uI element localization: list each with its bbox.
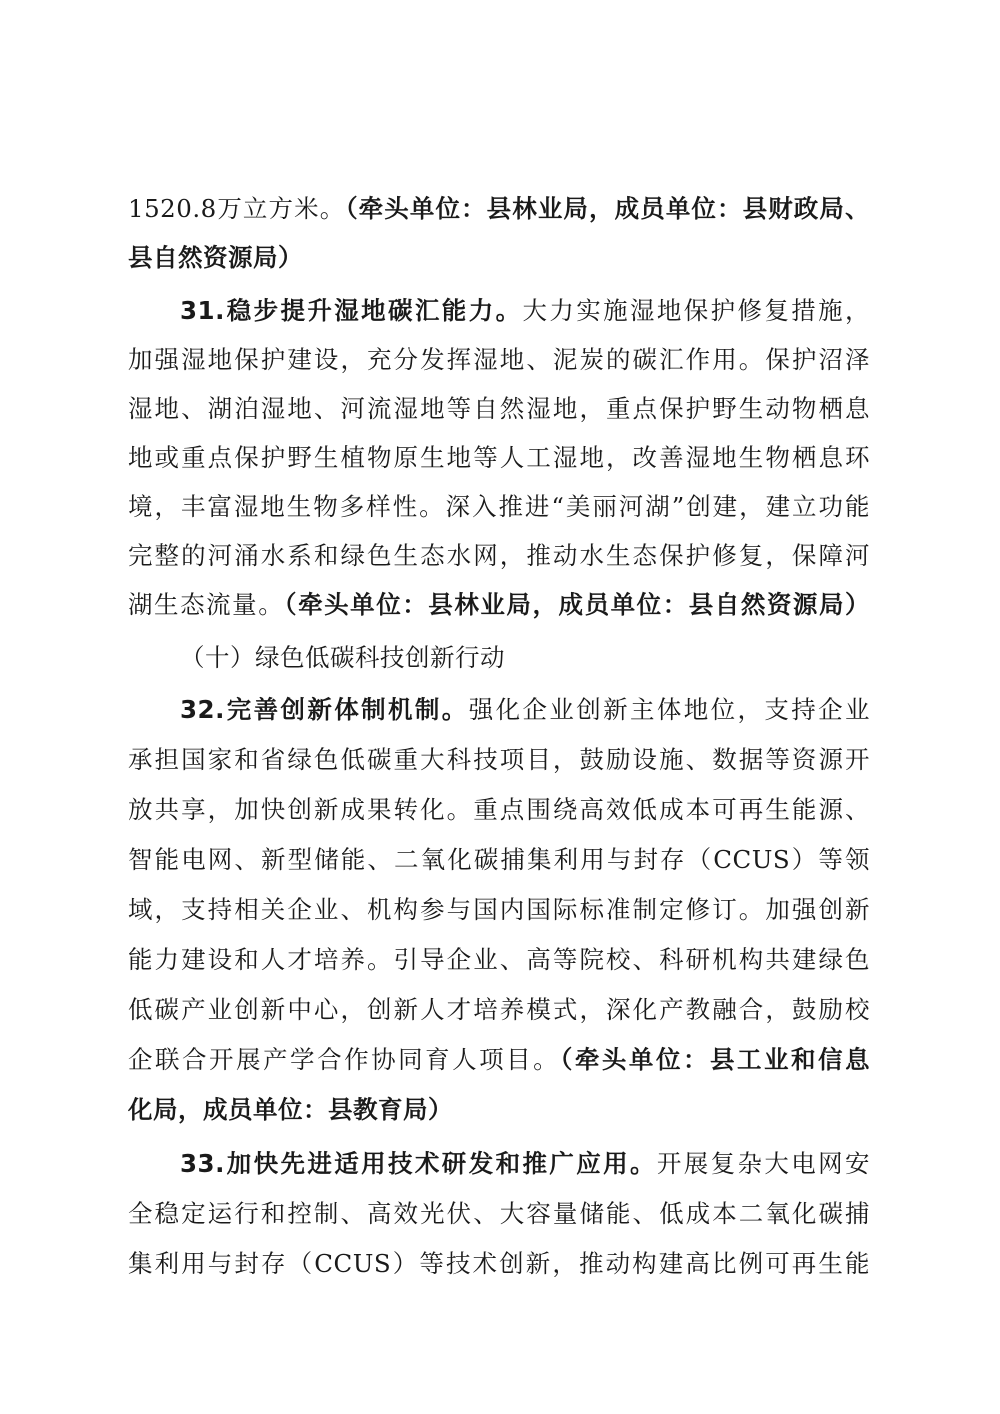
responsible-unit-note: （牵头单位：县林业局，成员单位：县自然资源局） [284, 590, 870, 619]
text-line [128, 1090, 870, 1130]
text-line [128, 189, 870, 229]
line-text: 承担国家和省绿色低碳重大科技项目，鼓励设施、数据等资源开 [128, 745, 870, 774]
text-line [128, 940, 870, 980]
text-line [128, 238, 870, 278]
text-line [128, 790, 870, 830]
responsible-unit-note: （牵头单位：县林业局，成员单位：县财政局、 [345, 194, 870, 223]
item-33-title: 33.加快先进适用技术研发和推广应用。 [180, 1149, 657, 1178]
item-31-heading-line [180, 291, 870, 331]
line-text: 加强湿地保护建设，充分发挥湿地、泥炭的碳汇作用。保护沼泽 [128, 345, 870, 374]
item-31-title: 31.稳步提升湿地碳汇能力。 [180, 296, 523, 325]
line-text: 完整的河涌水系和绿色生态水网，推动水生态保护修复，保障河 [128, 541, 870, 570]
line-text: 湖生态流量。 [128, 590, 285, 619]
line-text: 湿地、湖泊湿地、河流湿地等自然湿地，重点保护野生动物栖息 [128, 394, 870, 423]
item-33-heading-line [180, 1144, 870, 1184]
line-text: 大力实施湿地保护修复措施， [522, 296, 870, 325]
text-line [128, 487, 870, 527]
text-line [128, 890, 870, 930]
responsible-unit-note: （牵头单位：县工业和信息 [560, 1045, 870, 1074]
text-line [128, 990, 870, 1030]
line-text: 集利用与封存（CCUS）等技术创新，推动构建高比例可再生能 [128, 1249, 870, 1278]
line-text: 境，丰富湿地生物多样性。深入推进“美丽河湖”创建，建立功能 [128, 492, 870, 521]
text-line [128, 1194, 870, 1234]
line-text: 能力建设和人才培养。引导企业、高等院校、科研机构共建绿色 [128, 945, 870, 974]
line-text: 域，支持相关企业、机构参与国内国际标准制定修订。加强创新 [128, 895, 870, 924]
line-text: 低碳产业创新中心，创新人才培养模式，深化产教融合，鼓励校 [128, 995, 870, 1024]
line-text: 放共享，加快创新成果转化。重点围绕高效低成本可再生能源、 [128, 795, 870, 824]
text-line [128, 389, 870, 429]
item-32-heading-line [180, 690, 870, 730]
line-text: 1520.8万立方米。 [128, 194, 346, 223]
text-line [128, 585, 870, 625]
line-text: 强化企业创新主体地位，支持企业 [468, 695, 870, 724]
text-line [128, 536, 870, 576]
responsible-unit-note: 化局，成员单位：县教育局） [128, 1095, 453, 1124]
line-text: 地或重点保护野生植物原生地等人工湿地，改善湿地生物栖息环 [128, 443, 870, 472]
responsible-unit-note: 县自然资源局） [128, 243, 303, 272]
line-text: 开展复杂大电网安 [656, 1149, 870, 1178]
text-line [128, 438, 870, 478]
section-heading [180, 638, 870, 678]
section-heading-text: （十）绿色低碳科技创新行动 [180, 643, 505, 672]
text-line [128, 1244, 870, 1284]
line-text: 全稳定运行和控制、高效光伏、大容量储能、低成本二氧化碳捕 [128, 1199, 870, 1228]
text-line [128, 840, 870, 880]
text-line [128, 740, 870, 780]
text-line [128, 340, 870, 380]
line-text: 智能电网、新型储能、二氧化碳捕集利用与封存（CCUS）等领 [128, 845, 870, 874]
line-text: 企联合开展产学合作协同育人项目。 [128, 1045, 561, 1074]
text-line [128, 1040, 870, 1080]
item-32-title: 32.完善创新体制机制。 [180, 695, 469, 724]
